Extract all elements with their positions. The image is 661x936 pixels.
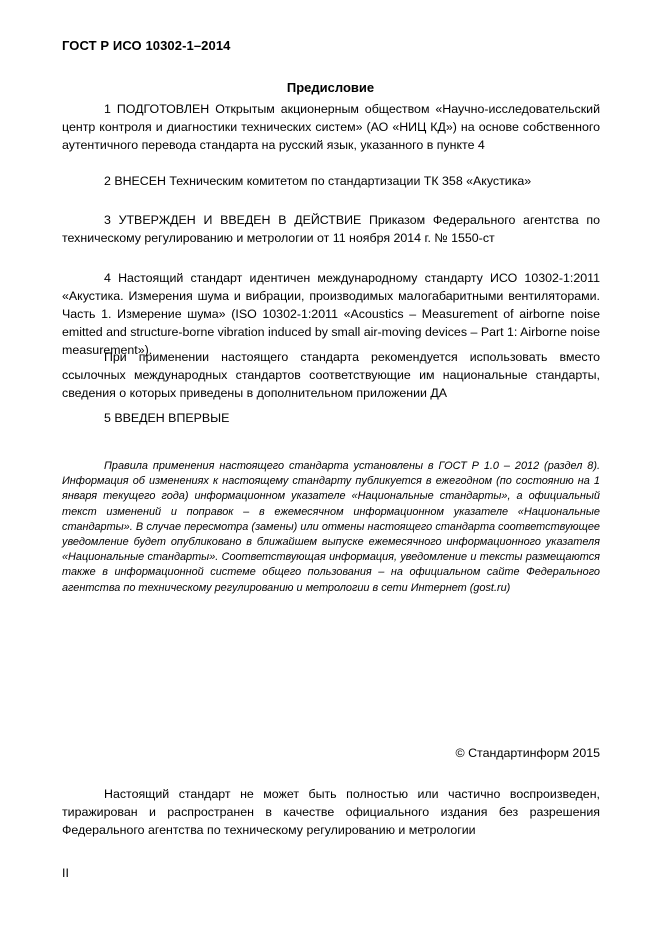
rules-of-application-note: Правила применения настоящего стандарта установлены в ГОСТ Р 1.0 – 2012 (раздел 8). Информация об изменениях к настоящему стандарту публикуется в ежегодном (по состоянию на 1 января текущего года) информационном указателе «Национальные стандарты», а официальный текст изменений и поправок – в ежемесячном информационном указателе «Национальные стандарты». В случае пересмотра (замены) или отмены настоящего стандарта соответствующее уведомление будет опубликовано в ближайшем выпуске ежемесячного информационного указателя «Национальные стандарты». Соответствующая информация, уведомление и тексты размещаются также в информационной системе общего пользования – на официальном сайте Федерального агентства по техническому регулированию и метрологии в сети Интернет (gost.ru) [62, 460, 600, 594]
page-number: II [62, 866, 69, 880]
preface-item-2: 2 ВНЕСЕН Техническим комитетом по стандартизации ТК 358 «Акустика» [104, 174, 532, 188]
copyright-notice: © Стандартинформ 2015 [455, 746, 600, 760]
reproduction-notice: Настоящий стандарт не может быть полностью или частично воспроизведен, тиражирован и распространен в качестве официального издания без разрешения Федерального агентства по техническому регулированию и метрологии [62, 787, 600, 837]
preface-item-4: 4 Настоящий стандарт идентичен международному стандарту ИСО 10302-1:2011 «Акустика. Измерения шума и вибрации, производимых малогабаритными вентиляторами. Часть 1. Измерение шума» (ISO 10302-1:2011 «Acoustics – Measurement of airborne noise emitted and structure-borne vibration induced by small air-moving devices – Part 1: Airborne noise measurement»). [62, 271, 600, 357]
preface-item-4-note: При применении настоящего стандарта рекомендуется использовать вместо ссылочных международных стандартов соответствующие им национальные стандарты, сведения о которых приведены в дополнительном приложении ДА [62, 350, 600, 400]
preface-item-3: 3 УТВЕРЖДЕН И ВВЕДЕН В ДЕЙСТВИЕ Приказом Федерального агентства по техническому регулированию и метрологии от 11 ноября 2014 г. № 1550-ст [62, 213, 600, 245]
preface-item-5: 5 ВВЕДЕН ВПЕРВЫЕ [104, 411, 230, 425]
document-code-header: ГОСТ Р ИСО 10302-1–2014 [62, 38, 231, 53]
preface-title: Предисловие [286, 80, 375, 95]
preface-item-1: 1 ПОДГОТОВЛЕН Открытым акционерным обществом «Научно-исследовательский центр контроля и диагностики технических систем» (АО «НИЦ КД») на основе собственного аутентичного перевода стандарта на русский язык, указанного в пункте 4 [62, 102, 600, 152]
